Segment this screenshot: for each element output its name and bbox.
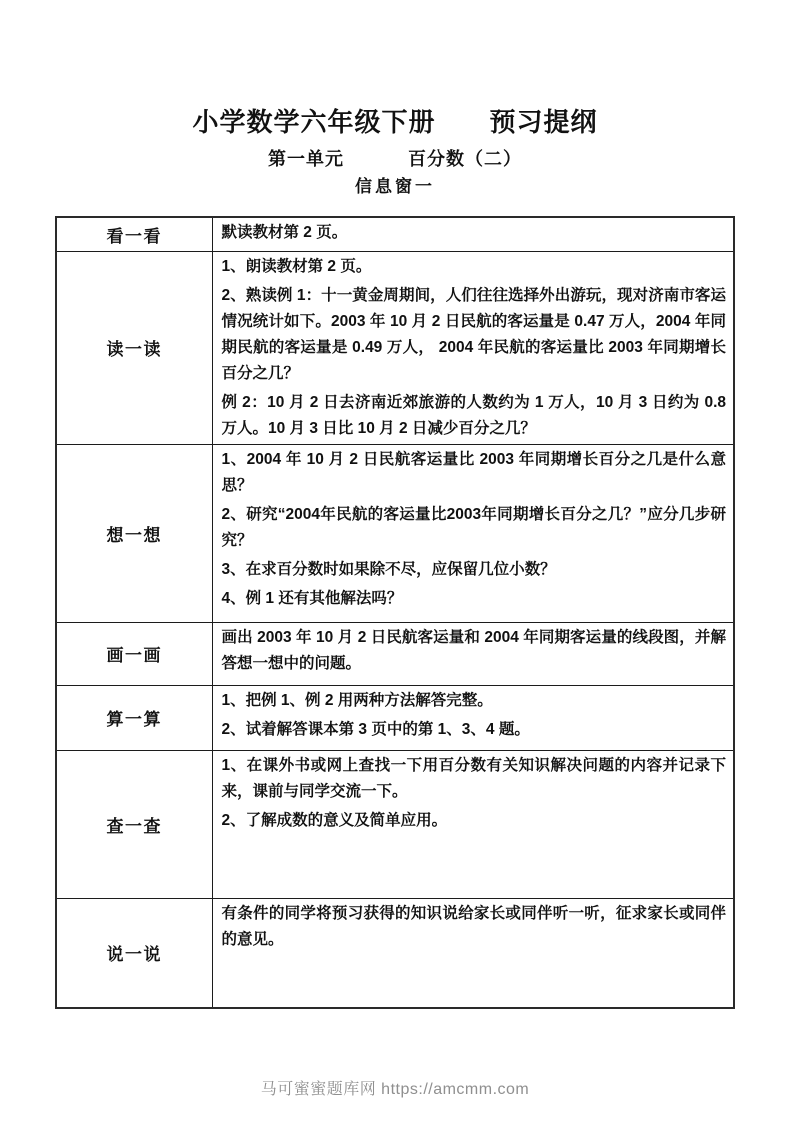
content-line: 2、试着解答课本第 3 页中的第 1、3、4 题。 xyxy=(221,720,530,738)
table-row-think xyxy=(56,444,734,622)
table-row-say xyxy=(56,898,734,1008)
row-label-say: 说一说 xyxy=(56,898,212,1008)
content-line: 4、例 1 还有其他解法吗？ xyxy=(221,589,403,607)
unit-label: 第一单元 xyxy=(268,149,344,169)
content-line: 默读教材第 2 页。 xyxy=(221,224,348,241)
page-title: 小学数学六年级下册 预习提纲 xyxy=(192,107,598,137)
row-content-calculate xyxy=(212,685,734,750)
preview-outline-table xyxy=(55,216,735,1009)
row-label-read: 读一读 xyxy=(56,251,212,444)
row-content-read xyxy=(212,251,734,444)
row-label-calculate: 算一算 xyxy=(56,685,212,750)
section-title: 信息窗一 xyxy=(355,177,435,196)
footer-watermark: 马可蜜蜜题库网 https://amcmm.com xyxy=(260,1081,530,1098)
topic-label: 百分数（二） xyxy=(408,149,522,169)
table-row-calculate xyxy=(56,685,734,750)
row-content-say xyxy=(212,898,734,1008)
row-label-look: 看一看 xyxy=(56,217,212,251)
row-content-look xyxy=(212,217,734,251)
row-label-draw: 画一画 xyxy=(56,622,212,685)
table-row-draw xyxy=(56,622,734,685)
row-content-think xyxy=(212,444,734,622)
content-line: 有条件的同学将预习获得的知识说给家长或同伴听一听，征求家长或同伴的意见。 xyxy=(221,904,726,948)
content-line: 1、2004 年 10 月 2 日民航客运量比 2003 年同期增长百分之几是什么意思？ xyxy=(221,450,726,494)
row-content-research xyxy=(212,750,734,898)
content-line: 1、在课外书或网上查找一下用百分数有关知识解决问题的内容并记录下来，课前与同学交流一下。 xyxy=(221,756,726,800)
row-label-research: 查一查 xyxy=(56,750,212,898)
content-line: 画出 2003 年 10 月 2 日民航客运量和 2004 年同期客运量的线段图，并解答想一想中的问题。 xyxy=(221,628,726,672)
content-line: 2、研究“2004年民航的客运量比2003年同期增长百分之几？”应分几步研究？ xyxy=(221,505,726,549)
table-row-research xyxy=(56,750,734,898)
row-label-think: 想一想 xyxy=(56,444,212,622)
content-line: 2、了解成数的意义及简单应用。 xyxy=(221,811,448,829)
table-row-read xyxy=(56,251,734,444)
unit-subtitle xyxy=(0,147,790,171)
content-line: 3、在求百分数时如果除不尽，应保留几位小数？ xyxy=(221,560,556,578)
content-line: 1、把例 1、例 2 用两种方法解答完整。 xyxy=(221,691,493,709)
row-content-draw xyxy=(212,622,734,685)
content-line: 1、朗读教材第 2 页。 xyxy=(221,257,372,275)
content-line: 例 2：10 月 2 日去济南近郊旅游的人数约为 1 万人，10 月 3 日约为 0.8 万人。10 月 3 日比 10 月 2 日减少百分之几？ xyxy=(221,393,726,437)
table-row-look xyxy=(56,217,734,251)
content-line: 2、熟读例 1：十一黄金周期间，人们往往选择外出游玩，现对济南市客运情况统计如下。2003 年 10 月 2 日民航的客运量是 0.47 万人，2004 年同期民航的客运量是 0.49 万人， 2004 年民航的客运量比 2003 年同期增长百分之几？ xyxy=(221,286,726,382)
